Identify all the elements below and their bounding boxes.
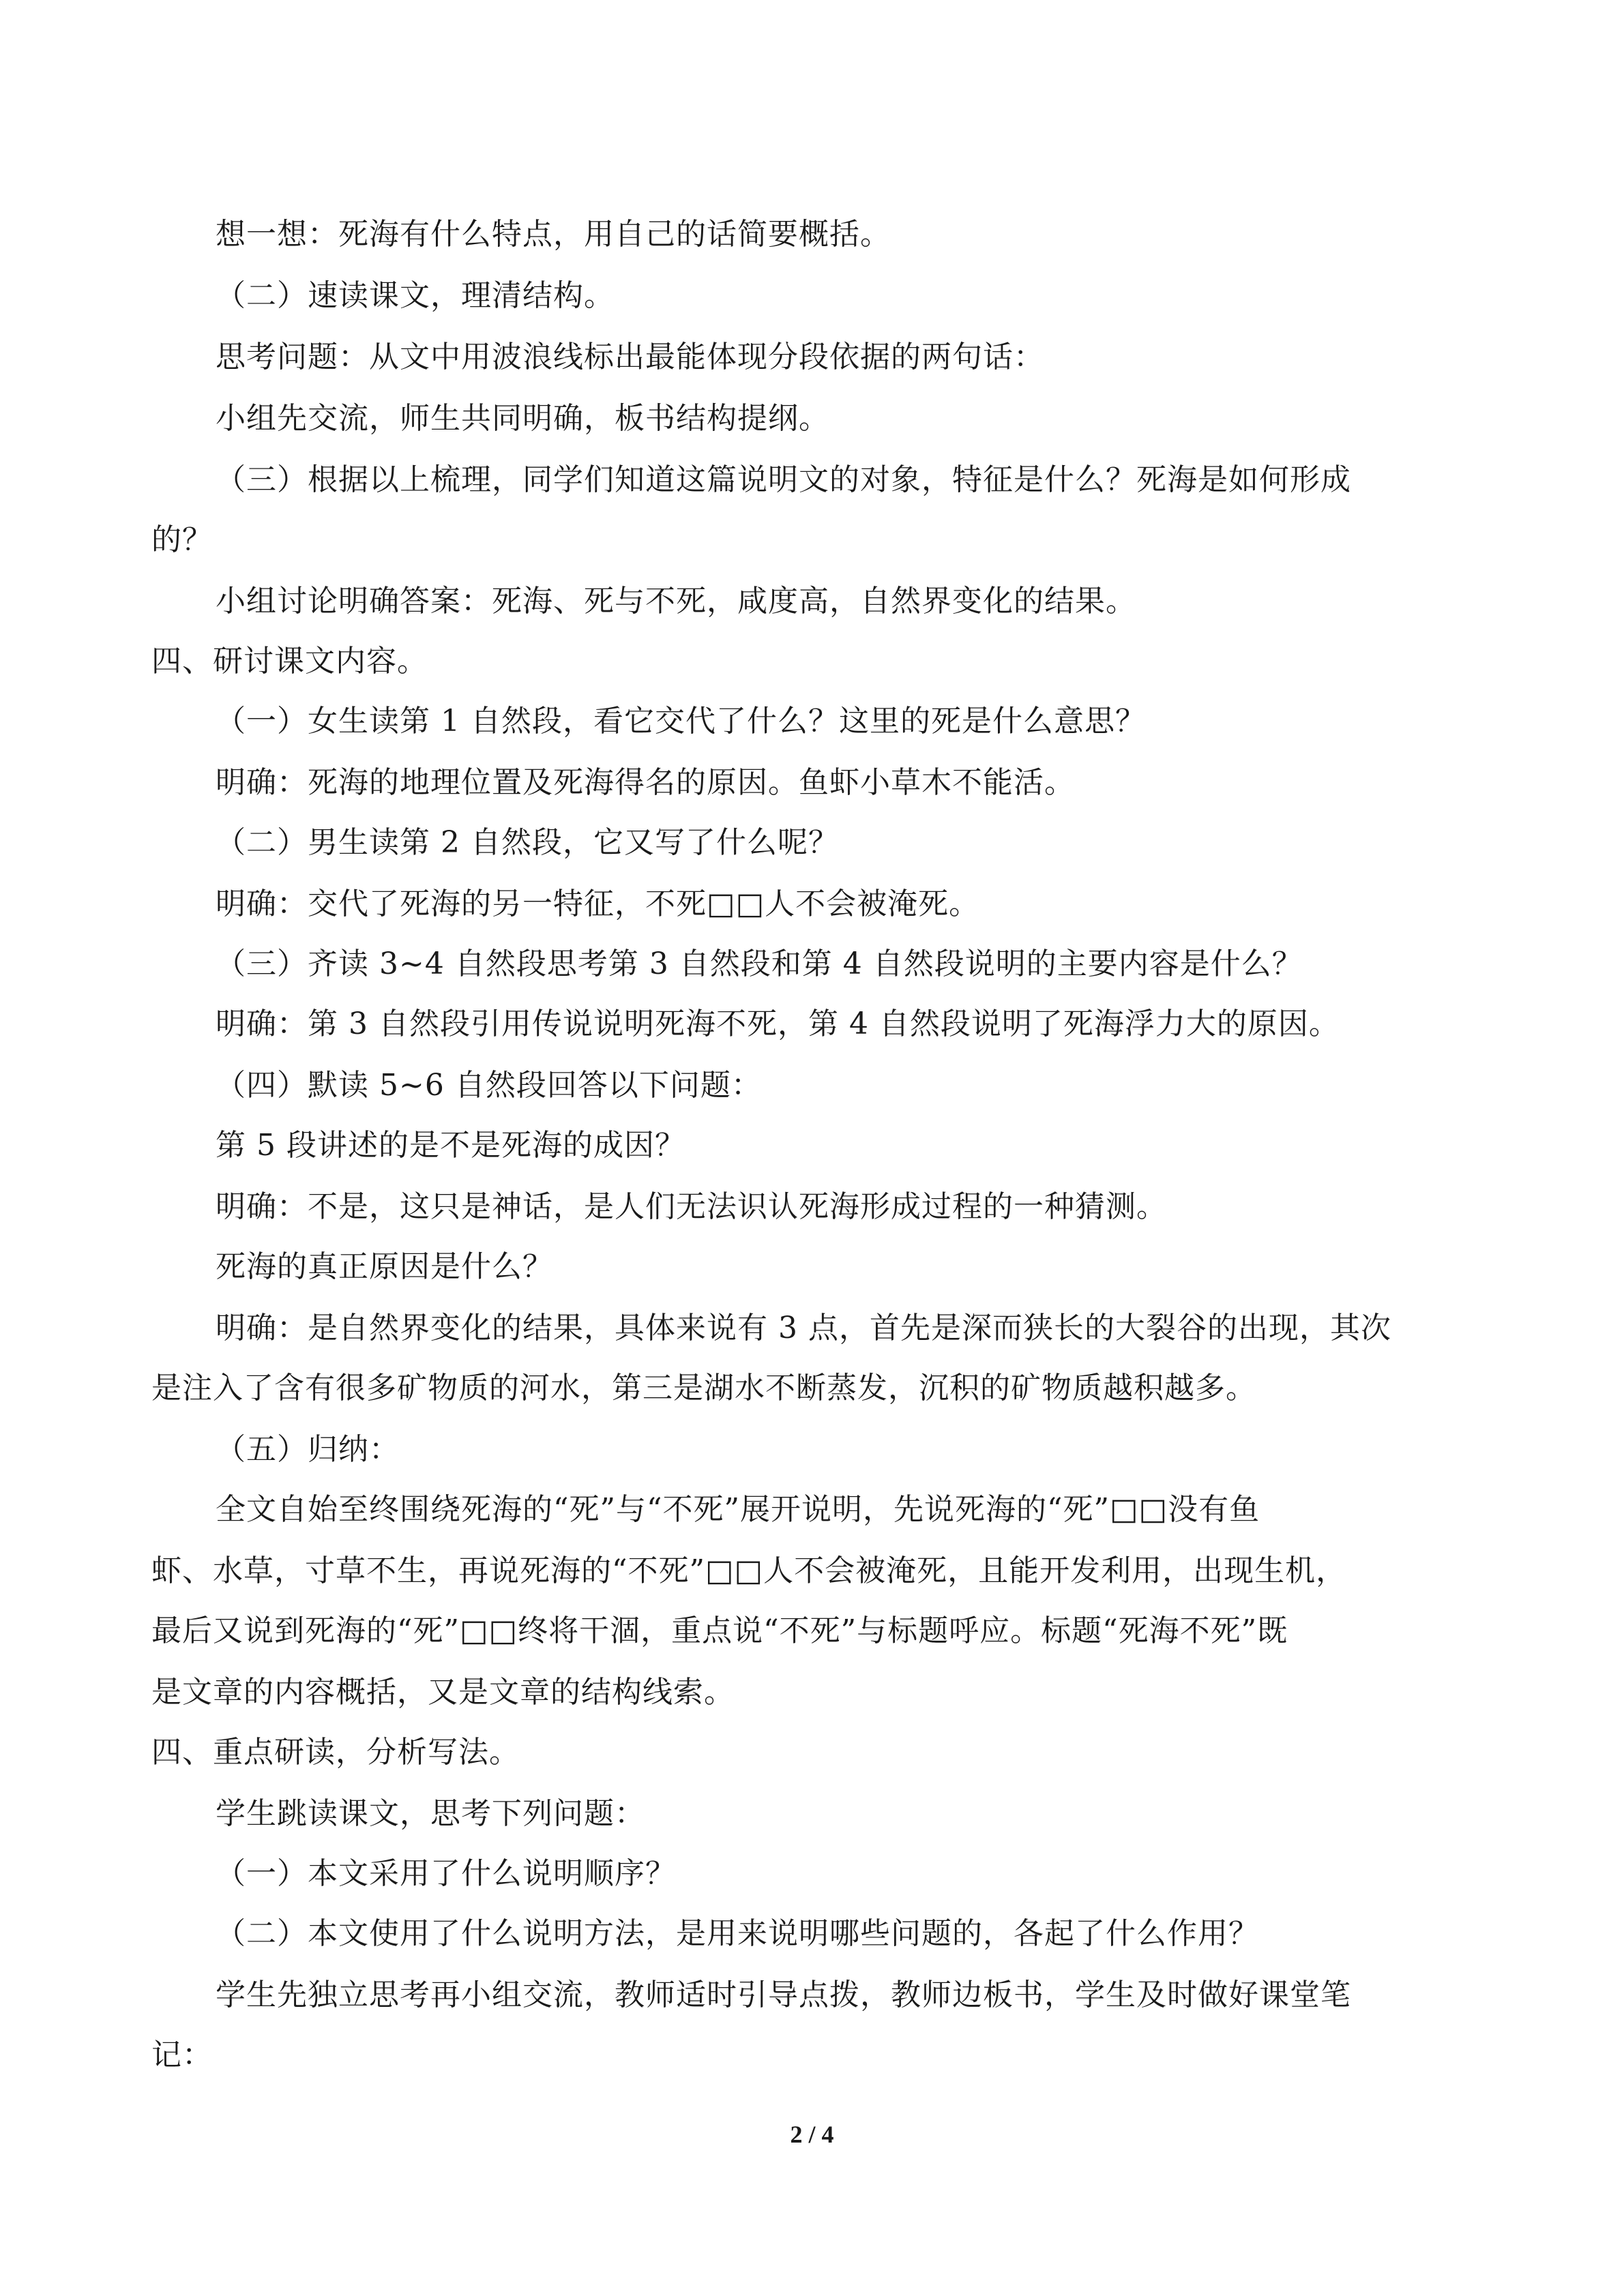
paragraph-line: 学生跳读课文，思考下列问题： bbox=[216, 1796, 645, 1831]
paragraph-line: （一）本文采用了什么说明顺序？ bbox=[216, 1856, 676, 1891]
paragraph-line: 明确：交代了死海的另一特征，不死□□人不会被淹死。 bbox=[216, 886, 980, 921]
paragraph-line: 明确：是自然界变化的结果，具体来说有 3 点，首先是深而狭长的大裂谷的出现，其次 bbox=[216, 1311, 1391, 1345]
paragraph-line: （三）齐读 3~4 自然段思考第 3 自然段和第 4 自然段说明的主要内容是什么？ bbox=[216, 946, 1303, 981]
page-number: 2 / 4 bbox=[790, 2121, 834, 2148]
paragraph-line: 明确：第 3 自然段引用传说说明死海不死，第 4 自然段说明了死海浮力大的原因。 bbox=[216, 1007, 1340, 1041]
paragraph-line: 记： bbox=[151, 2038, 213, 2072]
paragraph-line: 小组先交流，师生共同明确，板书结构提纲。 bbox=[216, 401, 829, 436]
paragraph-line: 是文章的内容概括，又是文章的结构线索。 bbox=[151, 1675, 735, 1710]
paragraph-line: （二）本文使用了什么说明方法，是用来说明哪些问题的，各起了什么作用？ bbox=[216, 1916, 1259, 1951]
paragraph-line: 虾、水草，寸草不生，再说死海的“不死”□□人不会被淹死，且能开发利用，出现生机， bbox=[151, 1553, 1347, 1588]
paragraph-line: （二）速读课文，理清结构。 bbox=[216, 278, 615, 313]
paragraph-line: 想一想：死海有什么特点，用自己的话简要概括。 bbox=[216, 217, 891, 252]
section-heading: 四、研讨课文内容。 bbox=[151, 644, 428, 679]
paragraph-line: （二）男生读第 2 自然段，它又写了什么呢？ bbox=[216, 825, 839, 860]
paragraph-line: 明确：死海的地理位置及死海得名的原因。鱼虾小草木不能活。 bbox=[216, 765, 1075, 800]
paragraph-line: 小组讨论明确答案：死海、死与不死，咸度高，自然界变化的结果。 bbox=[216, 584, 1136, 618]
paragraph-line: 最后又说到死海的“死”□□终将干涸，重点说“不死”与标题呼应。标题“死海不死”既 bbox=[151, 1613, 1288, 1648]
paragraph-line: 是注入了含有很多矿物质的河水，第三是湖水不断蒸发，沉积的矿物质越积越多。 bbox=[151, 1371, 1256, 1405]
paragraph-line: （五）归纳： bbox=[216, 1432, 400, 1467]
paragraph-line: 学生先独立思考再小组交流，教师适时引导点拨，教师边板书，学生及时做好课堂笔 bbox=[216, 1978, 1351, 2012]
paragraph-line: 明确：不是，这只是神话，是人们无法识认死海形成过程的一种猜测。 bbox=[216, 1189, 1167, 1224]
paragraph-line: （三）根据以上梳理，同学们知道这篇说明文的对象，特征是什么？死海是如何形成 bbox=[216, 462, 1351, 497]
paragraph-line: （四）默读 5~6 自然段回答以下问题： bbox=[216, 1068, 762, 1103]
paragraph-line: 第 5 段讲述的是不是死海的成因？ bbox=[216, 1128, 685, 1163]
paragraph-line: 思考问题：从文中用波浪线标出最能体现分段依据的两句话： bbox=[216, 340, 1044, 374]
paragraph-line: 的？ bbox=[151, 522, 213, 557]
paragraph-line: （一）女生读第 1 自然段，看它交代了什么？这里的死是什么意思？ bbox=[216, 704, 1146, 739]
paragraph-line: 全文自始至终围绕死海的“死”与“不死”展开说明，先说死海的“死”□□没有鱼 bbox=[216, 1492, 1260, 1527]
section-heading: 四、重点研读，分析写法。 bbox=[151, 1735, 520, 1770]
paragraph-line: 死海的真正原因是什么？ bbox=[216, 1249, 553, 1284]
